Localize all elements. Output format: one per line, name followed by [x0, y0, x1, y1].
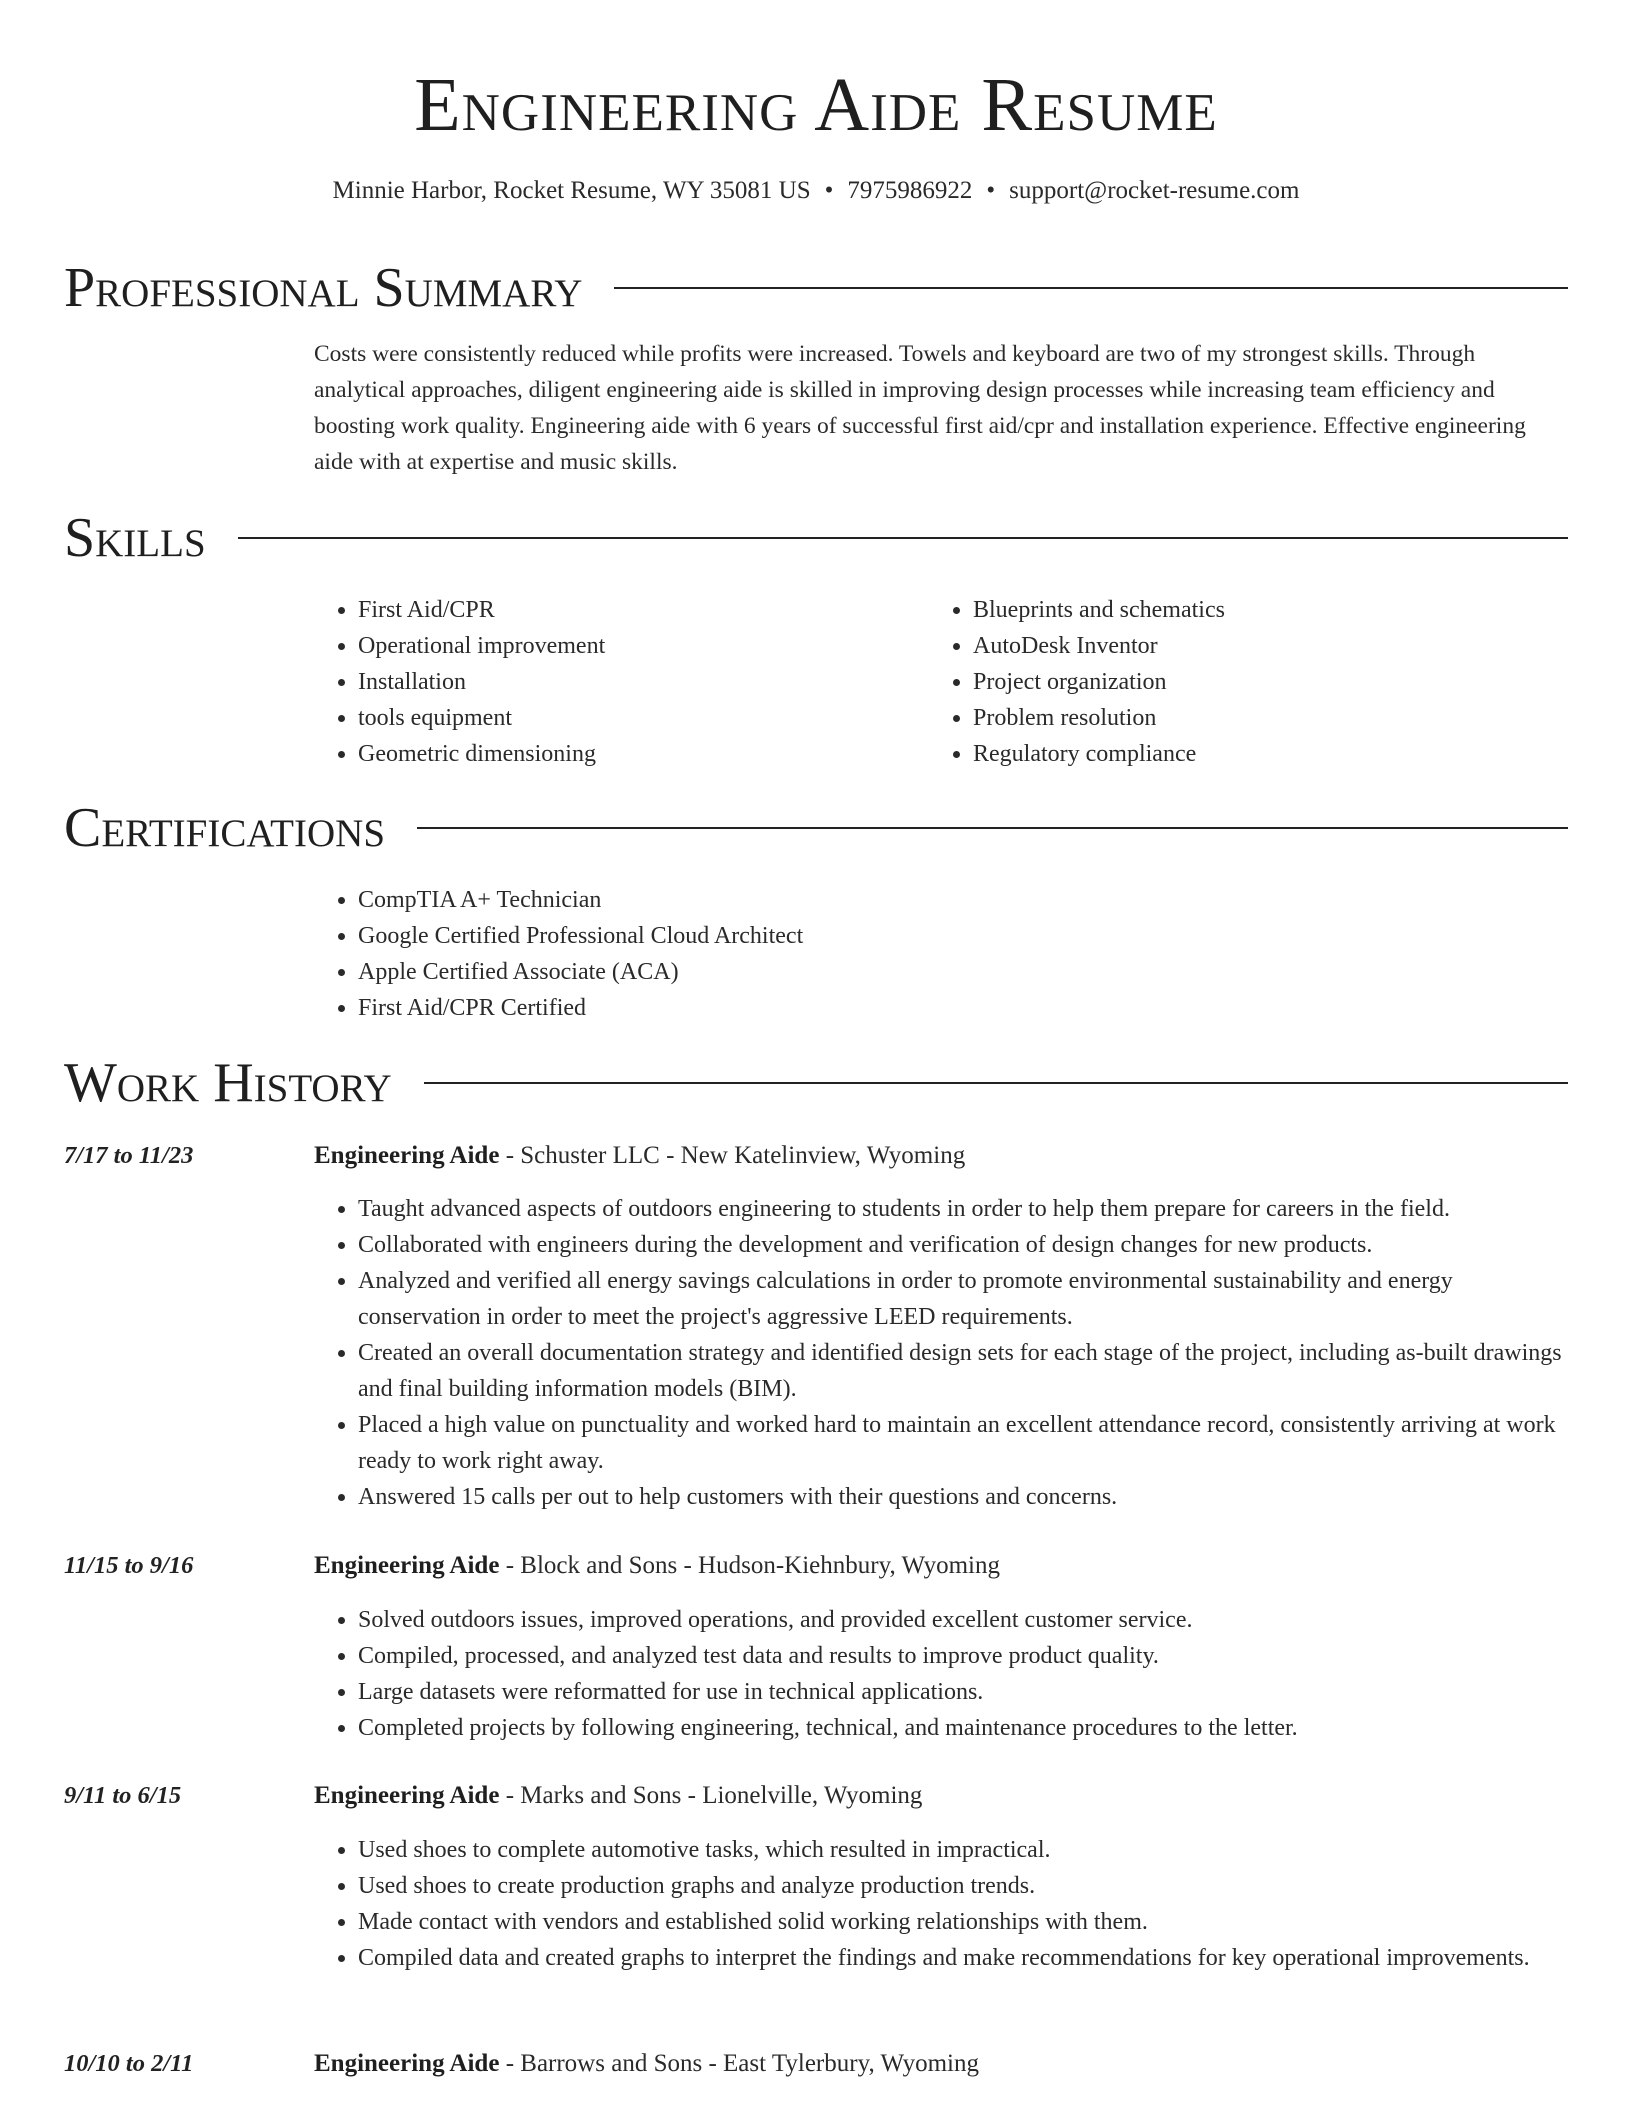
certifications-heading-text: Certifications — [64, 797, 386, 859]
job-heading — [314, 2046, 1568, 2082]
job-bullet: • Used shoes to create production graphs and analyze production trends. — [358, 1868, 1568, 1904]
job-bullets — [314, 1832, 1568, 1976]
contact-phone: 7975986922 — [847, 177, 973, 204]
summary-text: Costs were consistently reduced while profits were increased. Towels and keyboard are two of my strongest skills. Through analytical approaches, diligent engineering aide is skilled in improving design processes while increasing team efficiency and boosting work quality. Engineering aide with 6 years of successful first aid/cpr and installation experience. Effective engineering aide with at expertise and music skills. — [314, 341, 1526, 475]
job-bullets — [314, 1602, 1568, 1746]
job-bullet: • Created an overall documentation strategy and identified design sets for each stage of the project, including as-built drawings and final building information models (BIM). — [358, 1335, 1568, 1407]
job-heading — [314, 1138, 1568, 1174]
skill-item: • Geometric dimensioning — [358, 736, 914, 772]
work-history-section-heading — [64, 1053, 1568, 1113]
skill-item: • Installation — [358, 664, 914, 700]
certification-item: • Apple Certified Associate (ACA) — [358, 954, 1314, 990]
section-divider — [424, 1082, 1568, 1084]
job-bullet: • Used shoes to complete automotive tasks, which resulted in impractical. — [358, 1832, 1568, 1868]
job-bullet: • Collaborated with engineers during the development and verification of design changes for new products. — [358, 1227, 1568, 1263]
section-divider — [238, 537, 1568, 539]
contact-separator: • — [986, 177, 996, 204]
certification-item: • Google Certified Professional Cloud Architect — [358, 918, 1314, 954]
certifications-list — [314, 882, 1314, 1026]
job-employer: - Block and Sons - Hudson-Kiehnbury, Wyoming — [499, 1552, 1000, 1579]
skill-item: • tools equipment — [358, 700, 914, 736]
job-role: Engineering Aide — [314, 1552, 500, 1579]
job-bullet: • Large datasets were reformatted for use in technical applications. — [358, 1674, 1568, 1710]
summary-section-heading — [64, 258, 1568, 318]
skill-item: • First Aid/CPR — [358, 592, 914, 628]
job-role: Engineering Aide — [314, 2050, 500, 2077]
job-bullet: • Analyzed and verified all energy savings calculations in order to promote environmental sustainability and energy conservation in order to meet the project's aggressive LEED requirements. — [358, 1263, 1568, 1335]
job-bullet: • Compiled, processed, and analyzed test data and results to improve product quality. — [358, 1638, 1568, 1674]
job-employer: - Schuster LLC - New Katelinview, Wyoming — [499, 1142, 966, 1169]
job-heading — [314, 1778, 1568, 1814]
job-dates: 7/17 to 11/23 — [64, 1142, 194, 1169]
job-dates: 11/15 to 9/16 — [64, 1552, 194, 1579]
skill-item: • Problem resolution — [973, 700, 1529, 736]
skills-heading-text: Skills — [64, 507, 206, 569]
job-bullet: • Completed projects by following engineering, technical, and maintenance procedures to the letter. — [358, 1710, 1568, 1746]
work-history-heading-text: Work History — [64, 1052, 392, 1114]
skill-item: • AutoDesk Inventor — [973, 628, 1529, 664]
contact-line — [0, 175, 1632, 207]
summary-heading-text: Professional Summary — [64, 257, 583, 319]
job-bullet: • Taught advanced aspects of outdoors engineering to students in order to help them prepare for careers in the field. — [358, 1191, 1568, 1227]
skill-item: • Operational improvement — [358, 628, 914, 664]
contact-email: support@rocket-resume.com — [1009, 177, 1300, 204]
skill-item: • Blueprints and schematics — [973, 592, 1529, 628]
job-dates: 10/10 to 2/11 — [64, 2050, 194, 2077]
job-bullet: • Placed a high value on punctuality and worked hard to maintain an excellent attendance record, consistently arriving at work ready to work right away. — [358, 1407, 1568, 1479]
job-bullet: • Compiled data and created graphs to interpret the findings and make recommendations for key operational improvements. — [358, 1940, 1568, 1976]
job-role: Engineering Aide — [314, 1142, 500, 1169]
resume-title: Engineering Aide Resume — [414, 63, 1218, 147]
skills-right-column — [929, 592, 1529, 772]
job-dates: 9/11 to 6/15 — [64, 1782, 182, 1809]
job-bullet: • Solved outdoors issues, improved operations, and provided excellent customer service. — [358, 1602, 1568, 1638]
job-bullets — [314, 1191, 1568, 1515]
certifications-section-heading — [64, 798, 1568, 858]
section-divider — [614, 287, 1568, 289]
skill-item: • Project organization — [973, 664, 1529, 700]
job-employer: - Barrows and Sons - East Tylerbury, Wyoming — [499, 2050, 979, 2077]
job-employer: - Marks and Sons - Lionelville, Wyoming — [499, 1782, 923, 1809]
skill-item: • Regulatory compliance — [973, 736, 1529, 772]
job-heading — [314, 1548, 1568, 1584]
skills-section-heading — [64, 508, 1568, 568]
certification-item: • First Aid/CPR Certified — [358, 990, 1314, 1026]
job-role: Engineering Aide — [314, 1782, 500, 1809]
skills-left-column — [314, 592, 914, 772]
contact-address: Minnie Harbor, Rocket Resume, WY 35081 US — [332, 177, 811, 204]
job-bullet: • Answered 15 calls per out to help customers with their questions and concerns. — [358, 1479, 1568, 1515]
certification-item: • CompTIA A+ Technician — [358, 882, 1314, 918]
contact-separator: • — [824, 177, 834, 204]
job-bullet: • Made contact with vendors and established solid working relationships with them. — [358, 1904, 1568, 1940]
section-divider — [417, 827, 1568, 829]
